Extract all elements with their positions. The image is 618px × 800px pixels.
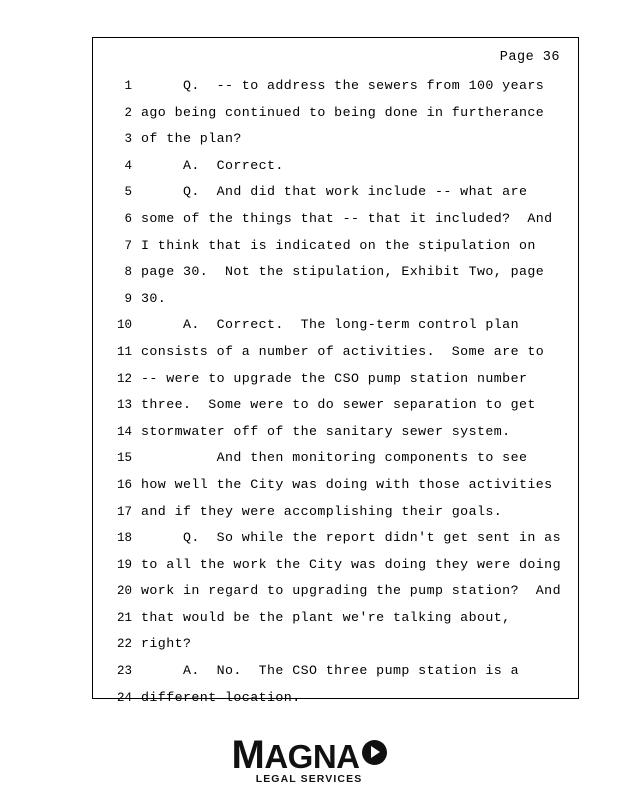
transcript-line [93, 663, 578, 690]
transcript-line [93, 264, 578, 291]
transcript-line [93, 131, 578, 158]
transcript-line [93, 397, 578, 424]
transcript-line [93, 211, 578, 238]
line-text: Q. And did that work include -- what are [141, 184, 528, 200]
transcript-line [93, 690, 578, 717]
line-number: 6 [124, 211, 132, 226]
line-number: 7 [124, 238, 132, 253]
transcript-line [93, 557, 578, 584]
page-number-label: Page 36 [499, 50, 560, 65]
logo-lockup [232, 735, 387, 775]
logo-initial: M [231, 733, 265, 777]
transcript-line [93, 477, 578, 504]
transcript-line [93, 610, 578, 637]
transcript-line [93, 504, 578, 531]
line-number: 23 [116, 664, 132, 679]
transcript-line [93, 530, 578, 557]
line-text: that would be the plant we're talking about, [141, 609, 511, 625]
transcript-line [93, 424, 578, 451]
line-text: to all the work the City was doing they were doing [141, 556, 561, 572]
line-text: how well the City was doing with those activities [141, 476, 553, 492]
line-text: stormwater off of the sanitary sewer system. [141, 423, 511, 439]
line-text: ago being continued to being done in furtherance [141, 104, 545, 120]
transcript-lines [93, 78, 578, 716]
line-text: A. No. The CSO three pump station is a [141, 663, 519, 679]
line-text: -- were to upgrade the CSO pump station number [141, 370, 528, 386]
transcript-line [93, 450, 578, 477]
arrow-circle-icon [362, 740, 387, 765]
line-number: 13 [116, 398, 132, 413]
line-number: 14 [116, 424, 132, 439]
transcript-line [93, 184, 578, 211]
line-text: of the plan? [141, 131, 242, 147]
line-number: 3 [124, 132, 132, 147]
line-text: And then monitoring components to see [141, 450, 528, 466]
logo-wrap [232, 735, 387, 785]
line-number: 21 [116, 610, 132, 625]
logo-subtitle: LEGAL SERVICES [255, 773, 363, 785]
transcript-line [93, 78, 578, 105]
transcript-line [93, 291, 578, 318]
line-text: three. Some were to do sewer separation to get [141, 397, 536, 413]
line-number: 20 [116, 584, 132, 599]
logo-wordmark [232, 735, 360, 775]
line-text: and if they were accomplishing their goals. [141, 503, 503, 519]
line-text: A. Correct. [141, 157, 284, 173]
line-number: 11 [116, 344, 132, 359]
line-number: 8 [124, 265, 132, 280]
line-number: 2 [124, 105, 132, 120]
line-text: some of the things that -- that it included? And [141, 210, 553, 226]
line-text: Q. -- to address the sewers from 100 years [141, 78, 545, 93]
transcript-line [93, 317, 578, 344]
transcript-line [93, 105, 578, 132]
transcript-line [93, 636, 578, 663]
transcript-line [93, 371, 578, 398]
transcript-line [93, 158, 578, 185]
line-text: different location. [141, 689, 301, 705]
transcript-line [93, 344, 578, 371]
line-text: right? [141, 636, 192, 652]
logo-wordmark-rest: AGNA [264, 738, 360, 775]
line-number: 18 [116, 531, 132, 546]
line-number: 1 [124, 79, 132, 93]
line-number: 22 [116, 637, 132, 652]
line-text: 30. [141, 290, 167, 306]
line-number: 4 [124, 158, 132, 173]
line-number: 15 [116, 451, 132, 466]
transcript-body [92, 37, 579, 705]
line-text: A. Correct. The long-term control plan [141, 317, 519, 333]
line-text: consists of a number of activities. Some are to [141, 343, 545, 359]
line-number: 9 [124, 291, 132, 306]
transcript-line [93, 583, 578, 610]
line-text: Q. So while the report didn't get sent in as [141, 530, 561, 546]
transcript-line [93, 238, 578, 265]
line-number: 12 [116, 371, 132, 386]
footer-logo [0, 735, 618, 787]
line-number: 5 [124, 185, 132, 200]
line-text: page 30. Not the stipulation, Exhibit Two, page [141, 264, 545, 280]
line-number: 19 [116, 557, 132, 572]
line-number: 10 [116, 318, 132, 333]
line-number: 24 [116, 690, 132, 705]
line-text: work in regard to upgrading the pump station? And [141, 583, 561, 599]
line-number: 16 [116, 477, 132, 492]
line-text: I think that is indicated on the stipulation on [141, 237, 536, 253]
line-number: 17 [116, 504, 132, 519]
